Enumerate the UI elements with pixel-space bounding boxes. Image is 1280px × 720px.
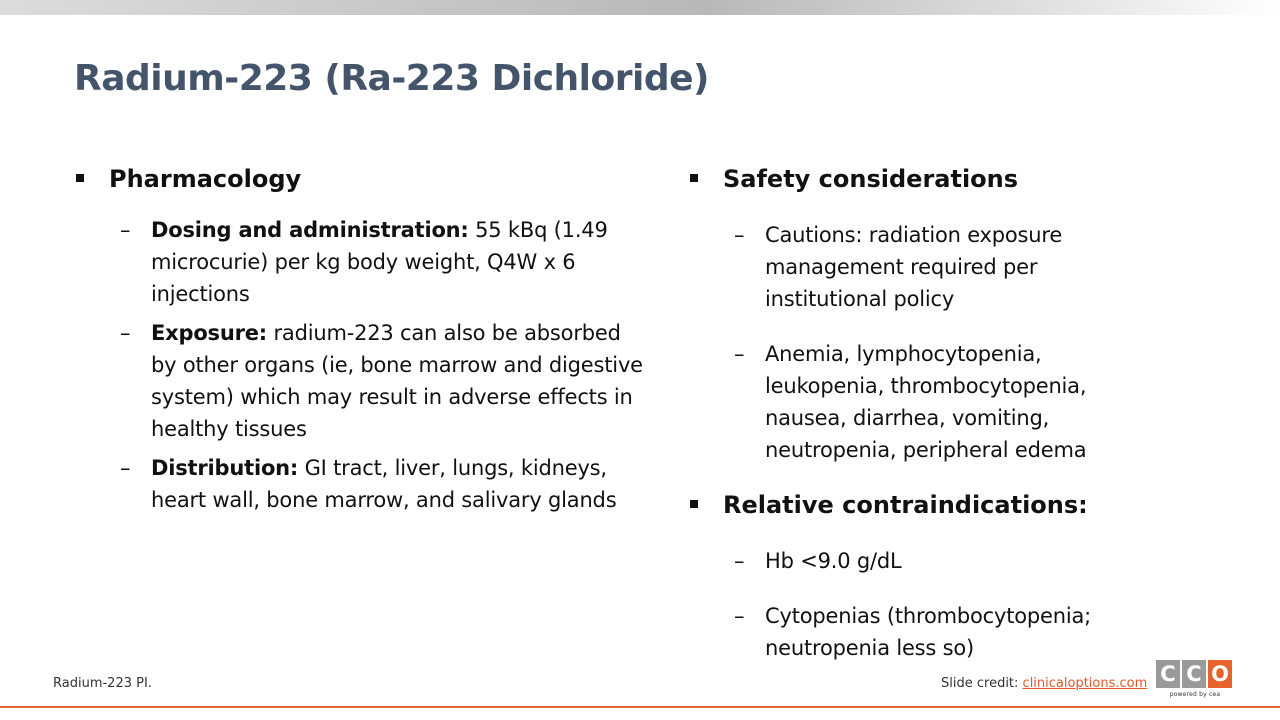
top-gradient-band (0, 0, 1280, 15)
logo-letter-o: O (1208, 660, 1232, 688)
square-bullet-icon (690, 174, 698, 182)
reference-citation: Radium-223 PI. (53, 676, 152, 691)
pharmacology-heading-item (74, 160, 654, 198)
clinicaloptions-link[interactable]: clinicaloptions.com (1022, 676, 1148, 691)
cco-logo (1156, 660, 1234, 708)
hb-text: Hb <9.0 g/dL (765, 549, 902, 573)
square-bullet-icon (76, 174, 84, 182)
dosing-text: 55 kBq (1.49 microcurie) per kg body weight, Q4W x 6 injections (151, 218, 608, 306)
cytopenias-text: Cytopenias (thrombocytopenia; neutropenia less so) (765, 604, 1092, 660)
exposure-text: radium-223 can also be absorbed by other organs (ie, bone marrow and digestive system) which may result in adverse effects in healthy tissues (151, 321, 643, 441)
right-column (688, 160, 1168, 664)
slide-credit-label: Slide credit: (941, 676, 1023, 691)
logo-letter-c2: C (1182, 660, 1206, 688)
safety-heading-item (688, 160, 1168, 198)
distribution-text: GI tract, liver, lungs, kidneys, heart wall, bone marrow, and salivary glands (151, 456, 617, 512)
adverse-events-item (688, 338, 1165, 466)
distribution-label: Distribution: (151, 456, 299, 480)
cytopenias-item (688, 600, 1165, 664)
safety-heading: Safety considerations (723, 165, 1019, 193)
dash-bullet-icon: – (120, 218, 131, 242)
dash-bullet-icon: – (120, 321, 131, 345)
dash-bullet-icon: – (734, 604, 745, 628)
distribution-item (74, 452, 651, 516)
slide-title: Radium-223 (Ra-223 Dichloride) (74, 58, 709, 99)
adverse-events-text: Anemia, lymphocytopenia, leukopenia, thrombocytopenia, nausea, diarrhea, vomiting, neutropenia, peripheral edema (765, 342, 1087, 462)
hb-item (688, 545, 1165, 577)
dash-bullet-icon: – (734, 342, 745, 366)
square-bullet-icon (690, 500, 698, 508)
dosing-item (74, 214, 651, 310)
cautions-text: Cautions: radiation exposure management required per institutional policy (765, 223, 1063, 311)
logo-letter-c1: C (1156, 660, 1180, 688)
contraindications-heading: Relative contraindications: (723, 491, 1088, 519)
exposure-item (74, 317, 651, 445)
dash-bullet-icon: – (120, 456, 131, 480)
dash-bullet-icon: – (734, 549, 745, 573)
slide-credit (941, 676, 1147, 691)
dosing-label: Dosing and administration: (151, 218, 469, 242)
left-column (74, 160, 654, 516)
pharmacology-heading: Pharmacology (109, 165, 302, 193)
logo-tagline: powered by cea (1169, 691, 1221, 698)
cautions-item (688, 219, 1165, 315)
cco-logo-letters (1156, 660, 1234, 688)
bottom-accent-line (0, 706, 1280, 708)
exposure-label: Exposure: (151, 321, 267, 345)
contraindications-heading-item (688, 486, 1168, 524)
dash-bullet-icon: – (734, 223, 745, 247)
